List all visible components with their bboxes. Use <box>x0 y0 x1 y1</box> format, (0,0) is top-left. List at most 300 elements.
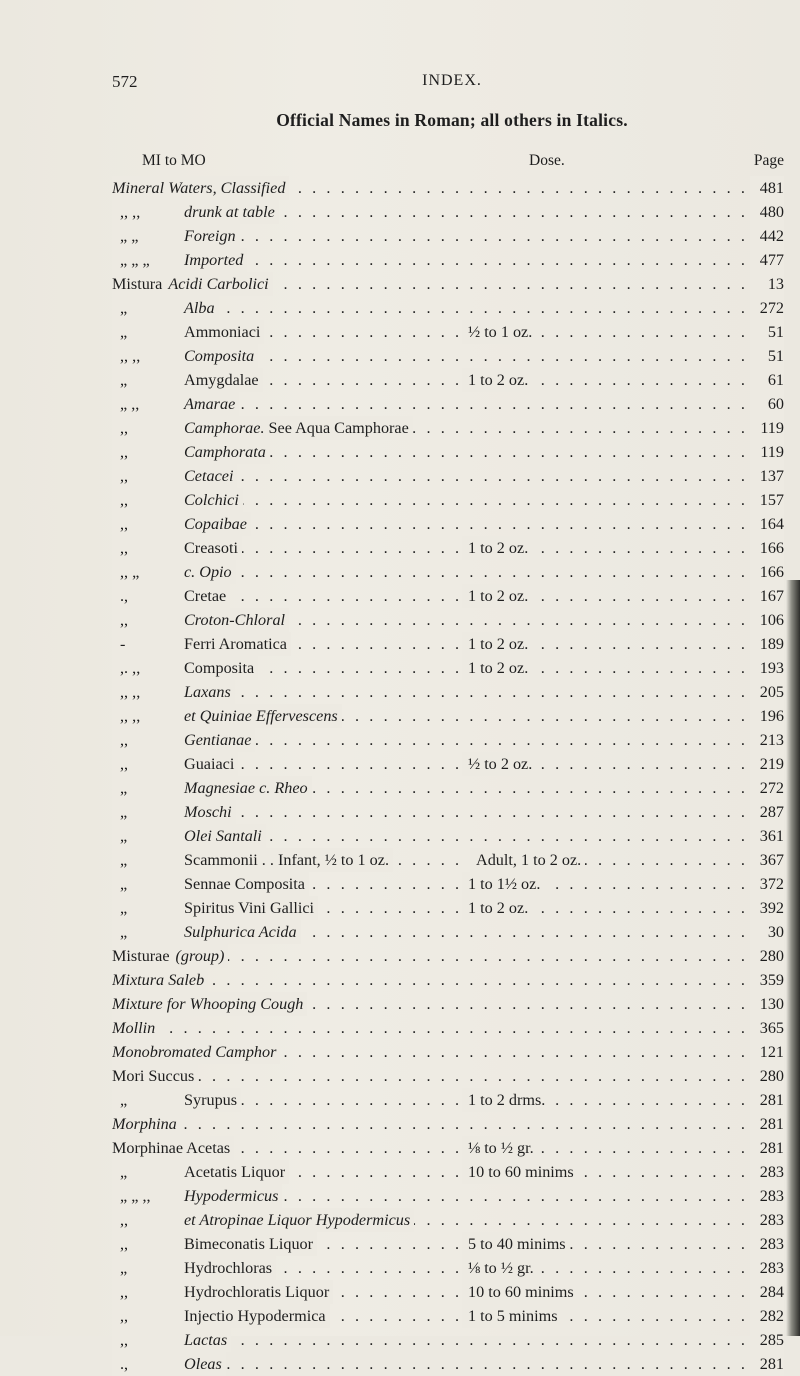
index-entry <box>112 776 784 800</box>
dot-leader <box>112 560 750 584</box>
entry-page: 30 <box>750 920 784 944</box>
entry-page: 189 <box>750 632 784 656</box>
entry-text: Mixtura Saleb <box>112 971 205 989</box>
entry-text: Morphinae Acetas <box>112 1139 231 1157</box>
dot-leader <box>112 344 750 368</box>
page-edge-shadow <box>786 580 800 1336</box>
dot-leader <box>112 1352 750 1376</box>
entry-name <box>112 248 247 272</box>
ditto-mark: „ <box>120 779 128 797</box>
entry-name <box>112 1328 231 1352</box>
entry-name <box>112 272 273 296</box>
entry-name <box>112 1184 282 1208</box>
entry-text: et Quiniae Effervescens <box>184 707 338 725</box>
ditto-mark: ,, <box>120 1331 129 1349</box>
entry-dose: 5 to 40 minims <box>462 1232 570 1256</box>
entry-text: Mineral Waters, Classified <box>112 179 286 197</box>
index-entry <box>112 608 784 632</box>
header-title: INDEX. <box>422 72 482 89</box>
entry-name <box>112 1064 198 1088</box>
entry-text: Bimeconatis Liquor <box>184 1235 314 1253</box>
entry-page: 213 <box>750 728 784 752</box>
ditto-mark: Misturae <box>112 947 170 965</box>
entry-name <box>112 1352 226 1376</box>
entry-name <box>112 416 413 440</box>
entry-page: 272 <box>750 776 784 800</box>
entry-name <box>112 176 289 200</box>
entry-page: 61 <box>750 368 784 392</box>
dot-leader <box>112 536 750 560</box>
index-subtitle: Official Names in Roman; all others in Italics. <box>276 110 628 130</box>
dot-leader <box>112 1232 750 1256</box>
entry-name <box>112 320 264 344</box>
ditto-mark: ,, ,, <box>120 683 141 701</box>
entry-dose: ⅛ to ½ gr. <box>462 1136 538 1160</box>
dot-leader <box>112 1160 750 1184</box>
ditto-mark: ,, <box>120 467 129 485</box>
dot-leader <box>112 680 750 704</box>
dot-leader <box>112 1184 750 1208</box>
entry-text: Hydrochloras <box>184 1259 273 1277</box>
dot-leader <box>112 800 750 824</box>
entry-name <box>112 728 255 752</box>
index-entry <box>112 848 784 872</box>
ditto-mark: ,, <box>120 539 129 557</box>
entry-name <box>112 848 393 872</box>
entry-page: 281 <box>750 1352 784 1376</box>
entry-page: 196 <box>750 704 784 728</box>
entry-name <box>112 200 279 224</box>
index-entry <box>112 656 784 680</box>
entry-text: Cretae <box>184 587 227 605</box>
entry-name <box>112 752 238 776</box>
index-entry <box>112 992 784 1016</box>
entry-page: 285 <box>750 1328 784 1352</box>
entry-name <box>112 1304 330 1328</box>
dot-leader <box>112 296 750 320</box>
entry-page: 219 <box>750 752 784 776</box>
index-entry <box>112 1136 784 1160</box>
ditto-mark: ,, <box>120 731 129 749</box>
entry-page: 167 <box>750 584 784 608</box>
entry-page: 367 <box>750 848 784 872</box>
entry-name <box>112 296 219 320</box>
entry-name <box>112 680 235 704</box>
entry-name <box>112 704 342 728</box>
entry-name <box>112 392 239 416</box>
ditto-mark: ,, ,, <box>120 347 141 365</box>
dot-leader <box>112 992 750 1016</box>
dot-leader <box>112 1112 750 1136</box>
entry-dose: 1 to 2 oz. <box>462 536 532 560</box>
entry-page: 51 <box>750 320 784 344</box>
index-list <box>112 176 784 1376</box>
entry-text: Magnesiae c. Rheo <box>184 779 308 797</box>
entry-text: Acidi Carbolici <box>168 275 269 293</box>
ditto-mark: „ <box>120 1091 128 1109</box>
ditto-mark: „ <box>120 323 128 341</box>
ditto-mark: ,, <box>120 443 129 461</box>
entry-name <box>112 968 208 992</box>
dot-leader <box>112 512 750 536</box>
dot-leader <box>112 1328 750 1352</box>
dot-leader <box>112 320 750 344</box>
dot-leader <box>112 608 750 632</box>
entry-name <box>112 656 258 680</box>
entry-page: 119 <box>750 440 784 464</box>
index-entry <box>112 344 784 368</box>
entry-text: Mori Succus <box>112 1067 195 1085</box>
index-entry <box>112 1328 784 1352</box>
index-entry <box>112 1064 784 1088</box>
entry-name <box>112 344 258 368</box>
index-entry <box>112 200 784 224</box>
ditto-mark: ., <box>120 1355 129 1373</box>
entry-page: 477 <box>750 248 784 272</box>
dot-leader <box>112 416 750 440</box>
index-entry <box>112 1088 784 1112</box>
entry-page: 280 <box>750 944 784 968</box>
entry-text: Hypodermicus <box>184 1187 279 1205</box>
entry-text: Acetatis Liquor <box>184 1163 286 1181</box>
index-entry <box>112 968 784 992</box>
entry-name <box>112 1040 280 1064</box>
entry-page: 193 <box>750 656 784 680</box>
entry-page: 281 <box>750 1088 784 1112</box>
entry-text: Hydrochloratis Liquor <box>184 1283 330 1301</box>
ditto-mark: ,, <box>120 755 129 773</box>
entry-name <box>112 368 263 392</box>
index-entry <box>112 224 784 248</box>
entry-dose: 1 to 5 minims <box>462 1304 562 1328</box>
index-entry <box>112 296 784 320</box>
dot-leader <box>112 368 750 392</box>
entry-page: 130 <box>750 992 784 1016</box>
ditto-mark: „ <box>120 899 128 917</box>
entry-name <box>112 536 242 560</box>
ditto-mark: „ <box>120 827 128 845</box>
entry-text: Ferri Aromatica <box>184 635 287 653</box>
entry-text: Composita <box>184 347 255 365</box>
ditto-mark: „ <box>120 1259 128 1277</box>
entry-page: 283 <box>750 1232 784 1256</box>
index-entry <box>112 1280 784 1304</box>
dose-heading: Dose. <box>529 152 565 169</box>
entry-page: 157 <box>750 488 784 512</box>
index-entry <box>112 1208 784 1232</box>
entry-text: Camphorata <box>184 443 266 461</box>
index-entry <box>112 512 784 536</box>
index-entry <box>112 896 784 920</box>
entry-text: Mollin <box>112 1019 156 1037</box>
index-entry <box>112 1040 784 1064</box>
entry-name <box>112 824 266 848</box>
entry-page: 442 <box>750 224 784 248</box>
entry-page: 359 <box>750 968 784 992</box>
index-entry <box>112 920 784 944</box>
entry-dose: 1 to 2 oz. <box>462 584 532 608</box>
entry-name <box>112 440 270 464</box>
dot-leader <box>112 1016 750 1040</box>
entry-name <box>112 1232 317 1256</box>
entry-text: Scammonii . . Infant, ½ to 1 oz. <box>184 851 390 869</box>
entry-text: Croton-Chloral <box>184 611 286 629</box>
ditto-mark: „ <box>120 299 128 317</box>
entry-dose: Adult, 1 to 2 oz. <box>470 848 585 872</box>
entry-dose: ½ to 1 oz. <box>462 320 536 344</box>
index-entry <box>112 488 784 512</box>
index-entry <box>112 728 784 752</box>
index-entry <box>112 1184 784 1208</box>
entry-text: Foreign <box>184 227 236 245</box>
entry-name <box>112 1016 159 1040</box>
entry-name <box>112 896 318 920</box>
column-headings <box>112 152 784 174</box>
entry-text: Sulphurica Acida <box>184 923 297 941</box>
dot-leader <box>112 488 750 512</box>
entry-dose: 10 to 60 minims <box>462 1160 578 1184</box>
index-entry <box>112 872 784 896</box>
index-entry <box>112 704 784 728</box>
entry-text: Moschi <box>184 803 232 821</box>
index-entry <box>112 464 784 488</box>
index-entry <box>112 632 784 656</box>
page-heading: Page <box>753 152 784 169</box>
dot-leader <box>112 248 750 272</box>
entry-text: Lactas <box>184 1331 228 1349</box>
entry-dose: 1 to 2 oz. <box>462 368 532 392</box>
running-header <box>112 72 792 94</box>
index-entry <box>112 824 784 848</box>
ditto-mark: ., <box>120 587 129 605</box>
entry-text: Monobromated Camphor <box>112 1043 277 1061</box>
index-entry <box>112 248 784 272</box>
dot-leader <box>112 224 750 248</box>
index-entry <box>112 1016 784 1040</box>
dot-leader <box>112 1280 750 1304</box>
index-entry <box>112 1352 784 1376</box>
entry-name <box>112 944 228 968</box>
entry-page: 166 <box>750 560 784 584</box>
entry-dose: 1 to 2 drms. <box>462 1088 549 1112</box>
entry-page: 272 <box>750 296 784 320</box>
entry-page: 166 <box>750 536 784 560</box>
dot-leader <box>112 728 750 752</box>
entry-name <box>112 1208 414 1232</box>
entry-name <box>112 584 230 608</box>
entry-name <box>112 920 301 944</box>
dot-leader <box>112 1088 750 1112</box>
dot-leader <box>112 1208 750 1232</box>
entry-text: Composita <box>184 659 255 677</box>
entry-text: Laxans <box>184 683 231 701</box>
entry-page: 106 <box>750 608 784 632</box>
entry-text: Cetacei <box>184 467 234 485</box>
index-entry <box>112 944 784 968</box>
ditto-mark: „ <box>120 803 128 821</box>
entry-text: Copaibae <box>184 515 247 533</box>
entry-name <box>112 608 289 632</box>
ditto-mark: „ <box>120 851 128 869</box>
entry-text: Colchici <box>184 491 239 509</box>
dot-leader <box>112 272 750 296</box>
ditto-mark: ,, <box>120 491 129 509</box>
index-entry <box>112 536 784 560</box>
entry-page: 480 <box>750 200 784 224</box>
dot-leader <box>112 176 750 200</box>
entry-text: c. Opio <box>184 563 232 581</box>
dot-leader <box>112 776 750 800</box>
entry-name <box>112 1280 333 1304</box>
ditto-mark: „ ,, <box>120 395 140 413</box>
entry-page: 365 <box>750 1016 784 1040</box>
page-number: 572 <box>112 72 138 91</box>
entry-page: 205 <box>750 680 784 704</box>
index-entry <box>112 416 784 440</box>
entry-dose: 1 to 2 oz. <box>462 656 532 680</box>
entry-text: Spiritus Vini Gallici <box>184 899 315 917</box>
entry-dose: ⅛ to ½ gr. <box>462 1256 538 1280</box>
dot-leader <box>112 752 750 776</box>
entry-text: Oleas <box>184 1355 222 1373</box>
ditto-mark: „ <box>120 875 128 893</box>
entry-dose: 10 to 60 minims <box>462 1280 578 1304</box>
dot-leader <box>112 824 750 848</box>
dot-leader <box>112 392 750 416</box>
entry-name <box>112 776 312 800</box>
entry-text: Guaiaci <box>184 755 235 773</box>
entry-name <box>112 560 236 584</box>
entry-text: Syrupus <box>184 1091 238 1109</box>
entry-text: Gentianae <box>184 731 252 749</box>
entry-page: 283 <box>750 1184 784 1208</box>
index-entry <box>112 1160 784 1184</box>
dot-leader <box>112 872 750 896</box>
dot-leader <box>112 632 750 656</box>
dot-leader <box>112 1256 750 1280</box>
ditto-mark: ,, <box>120 515 129 533</box>
entry-page: 372 <box>750 872 784 896</box>
entry-dose: 1 to 2 oz. <box>462 632 532 656</box>
entry-text: (group) <box>175 947 225 965</box>
entry-page: 284 <box>750 1280 784 1304</box>
entry-text: Morphina <box>112 1115 177 1133</box>
index-entry <box>112 1112 784 1136</box>
entry-page: 119 <box>750 416 784 440</box>
index-entry <box>112 680 784 704</box>
ditto-mark: ,, <box>120 611 129 629</box>
entry-name <box>112 632 291 656</box>
dot-leader <box>112 1136 750 1160</box>
dot-leader <box>112 1304 750 1328</box>
range-heading: MI to MO <box>142 152 206 169</box>
index-entry <box>112 1256 784 1280</box>
entry-name <box>112 1136 234 1160</box>
entry-text: Injectio Hypodermica <box>184 1307 326 1325</box>
ditto-mark: ,, ,, <box>120 707 141 725</box>
entry-dose: 1 to 2 oz. <box>462 896 532 920</box>
entry-page: 137 <box>750 464 784 488</box>
ditto-mark: „ „ „ <box>120 251 150 269</box>
dot-leader <box>112 584 750 608</box>
entry-text: drunk at table <box>184 203 275 221</box>
dot-leader <box>112 440 750 464</box>
index-entry <box>112 320 784 344</box>
entry-text: et Atropinae Liquor Hypodermicus <box>184 1211 411 1229</box>
entry-name <box>112 464 237 488</box>
entry-name <box>112 512 251 536</box>
entry-page: 281 <box>750 1112 784 1136</box>
entry-page: 481 <box>750 176 784 200</box>
ditto-mark: „ <box>120 1163 128 1181</box>
dot-leader <box>112 1064 750 1088</box>
entry-text: Mixture for Whooping Cough <box>112 995 304 1013</box>
ditto-mark: - <box>120 635 126 653</box>
index-entry <box>112 800 784 824</box>
index-entry <box>112 1304 784 1328</box>
entry-text: Ammoniaci <box>184 323 261 341</box>
entry-page: 283 <box>750 1160 784 1184</box>
dot-leader <box>112 704 750 728</box>
index-entry <box>112 584 784 608</box>
ditto-mark: ,, „ <box>120 563 140 581</box>
entry-text: Camphorae. <box>184 419 265 437</box>
entry-dose: 1 to 1½ oz. <box>462 872 544 896</box>
entry-text: Imported <box>184 251 244 269</box>
index-entry <box>112 368 784 392</box>
ditto-mark: ,, <box>120 1283 129 1301</box>
entry-name <box>112 1088 241 1112</box>
ditto-mark: ,, <box>120 1211 129 1229</box>
ditto-mark: „ „ ,, <box>120 1187 151 1205</box>
entry-name <box>112 488 243 512</box>
dot-leader <box>112 920 750 944</box>
dot-leader <box>112 464 750 488</box>
entry-name <box>112 992 307 1016</box>
entry-page: 121 <box>750 1040 784 1064</box>
ditto-mark: ,, <box>120 1235 129 1253</box>
entry-page: 392 <box>750 896 784 920</box>
entry-page: 13 <box>750 272 784 296</box>
entry-text: Amarae <box>184 395 236 413</box>
entry-name <box>112 872 309 896</box>
dot-leader <box>112 944 750 968</box>
dot-leader <box>112 968 750 992</box>
entry-page: 282 <box>750 1304 784 1328</box>
entry-text: Amygdalae <box>184 371 259 389</box>
index-entry <box>112 560 784 584</box>
entry-name <box>112 1112 181 1136</box>
index-entry <box>112 392 784 416</box>
ditto-mark: ,, <box>120 1307 129 1325</box>
index-entry <box>112 1232 784 1256</box>
dot-leader <box>112 656 750 680</box>
entry-text: Alba <box>184 299 215 317</box>
entry-page: 51 <box>750 344 784 368</box>
entry-page: 281 <box>750 1136 784 1160</box>
dot-leader <box>112 896 750 920</box>
ditto-mark: ,, ,, <box>120 203 141 221</box>
entry-page: 60 <box>750 392 784 416</box>
index-entry <box>112 440 784 464</box>
entry-name <box>112 1160 289 1184</box>
entry-text: Sennae Composita <box>184 875 305 893</box>
ditto-mark: ,. ,, <box>120 659 141 677</box>
index-entry <box>112 176 784 200</box>
entry-page: 280 <box>750 1064 784 1088</box>
cross-reference: See Aqua Camphorae <box>264 419 409 437</box>
entry-text: Creasoti <box>184 539 238 557</box>
